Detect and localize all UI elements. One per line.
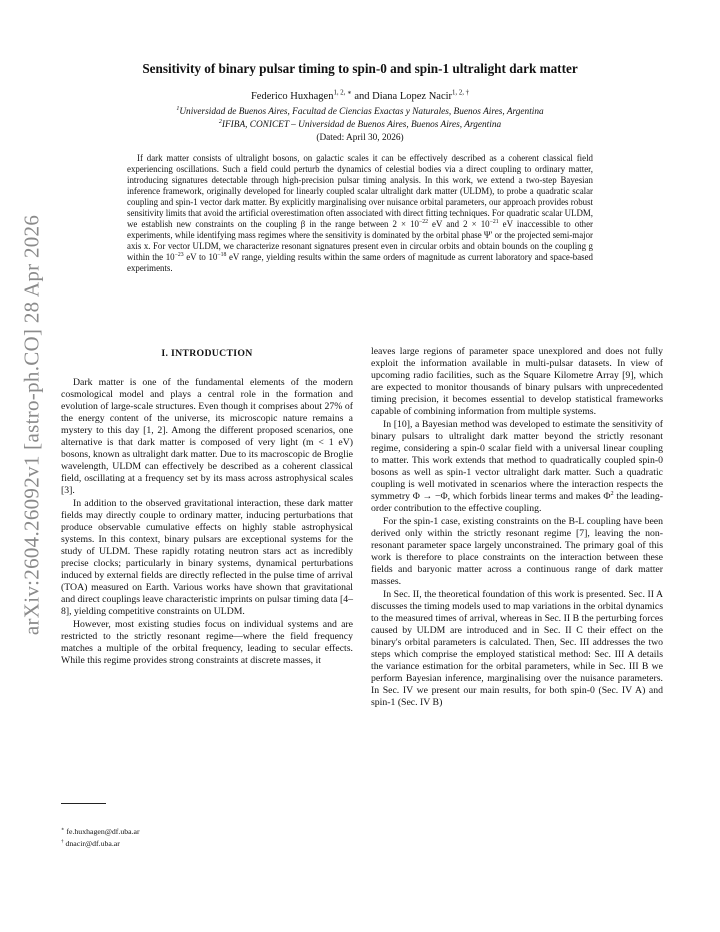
footnote-2: [61, 839, 120, 848]
paragraph: [371, 419, 663, 515]
paragraph: leaves large regions of parameter space unexplored and does not fully exploit the information available in multi-pulsar datasets. In view of upcoming radio facilities, such as the Square Kilometre Array [9], which are expected to monitor thousands of binary pulsars with unprecedented timing precision, it becomes essential to develop statistical frameworks capable of combining information from multiple systems.: [371, 346, 663, 418]
abstract-text: eV inaccessible to other experiments, while identifying mass regimes where the sensitivity is dominated by the orbital phase Ψ′ or the projected semi-major axis x. For vector ULDM, we characterize resonant signatures present even in circular orbits and obtain bounds on the coupling g within the 10: [127, 219, 594, 263]
affiliation-text: Universidad de Buenos Aires, Facultad de Ciencias Exactas y Naturales, Buenos Aires, Argentina: [179, 107, 544, 117]
date-line: (Dated: April 30, 2026): [316, 133, 404, 143]
abstract-text: eV and 2 × 10: [428, 219, 490, 230]
author-affiliation-marks: 1, 2, ∗: [333, 89, 352, 97]
affiliation-1: [60, 107, 660, 117]
affiliation-number: 2: [218, 118, 222, 125]
abstract-text: If dark matter consists of ultralight bosons, on galactic scales it can be effectively described as a coherent classical field experiencing oscillations. Such a field could perturb the dynamics of celestial bodies via a direct coupling to ordinary matter, introducing signatures detectable through high-precision pulsar timing analysis. In this work, we extend a two-step Bayesian inference framework, originally developed for linearly coupled scalar ultralight dark matter (ULDM), to probe a quadratic scalar coupling and spin-1 vector dark matter. By explicitly marginalising over nuisance orbital parameters, our approach provides robust sensitivity limits that avoid the artificial overestimation often associated with direct fitting techniques. For quadratic scalar ULDM, we establish new constraints on the coupling β in the range between 2 × 10: [127, 153, 593, 230]
abstract-text: eV range, yielding results within the same orders of magnitude as current laboratory and space-based experiments.: [127, 252, 593, 274]
exponent: 2: [610, 489, 614, 497]
author-name: Federico Huxhagen: [250, 91, 334, 102]
paragraph-text: the leading-order contribution to the effective coupling.: [371, 491, 663, 515]
affiliation-2: [60, 120, 660, 130]
author-conjunction: and: [351, 91, 373, 102]
footnote-email[interactable]: fe.huxhagen@df.uba.ar: [66, 827, 140, 836]
exponent: −22: [418, 219, 428, 226]
paragraph: Dark matter is one of the fundamental elements of the modern cosmological model and plays a central role in the formation and evolution of large-scale structures. Even though it comprises about 27% of the energy content of the universe, its microscopic nature remains a mystery to this day [1, 2]. Among the different proposed scenarios, one alternative is that dark matter is composed of very light (m < 1 eV) bosons, known as ultralight dark matter. Due to its macroscopic de Broglie wavelength, ULDM can effectively be described as a coherent classical field, oscillating at a frequency set by its mass across astrophysical scales [3].: [61, 377, 353, 497]
footnote-email[interactable]: dnacir@df.uba.ar: [65, 839, 120, 848]
paper-title: Sensitivity of binary pulsar timing to spin-0 and spin-1 ultralight dark matter: [142, 61, 578, 76]
section-heading: I. INTRODUCTION: [161, 348, 253, 359]
author-list: [60, 91, 660, 102]
left-column: [61, 346, 353, 667]
footnote-mark: ∗: [61, 826, 65, 833]
affiliation-text: IFIBA, CONICET – Universidad de Buenos Aires, Buenos Aires, Argentina: [221, 120, 502, 130]
paragraph: In addition to the observed gravitational interaction, these dark matter fields may directly couple to ordinary matter, inducing perturbations that produce observable cumulative effects on highly stable astrophysical systems. In this context, binary pulsars are exceptional systems for the study of ULDM. These rapidly rotating neutron stars act as incredibly precise clocks; particularly in binary systems, dynamical perturbations induced by external fields are directly reflected in the pulse time of arrival (TOA) measured on Earth. Various works have shown that gravitational and direct couplings leave characteristic imprints on pulsar timing data [4–8], yielding competitive constraints on ULDM.: [61, 498, 353, 618]
footnote-1: [61, 827, 140, 836]
affiliation-number: 1: [176, 105, 180, 112]
footnote-rule: [61, 803, 106, 804]
paragraph: In Sec. II, the theoretical foundation of this work is presented. Sec. II A discusses the timing models used to map variations in the orbital dynamics to the measured times of arrival, whereas in Sec. II B the perturbing forces caused by ULDM are introduced and in Sec. II C their effect on the binary's orbital parameters is calculated. Then, Sec. III addresses the two steps which comprise the employed statistical method: Sec. III A details the variance estimation for the orbital parameters, while in Sec. III B we perform Bayesian inference, marginalising over the nuisance parameters. In Sec. IV we present our main results, for both spin-0 (Sec. IV A) and spin-1 (Sec. IV B): [371, 589, 663, 709]
footnote-mark: †: [61, 838, 64, 845]
exponent: −23: [174, 252, 184, 259]
abstract: [127, 153, 593, 274]
exponent: −21: [489, 219, 499, 226]
right-column: [371, 346, 663, 709]
author-affiliation-marks: 1, 2, †: [452, 89, 470, 97]
arxiv-id-text: arXiv:2604.26092v1 [astro-ph.CO] 28 Apr 2026: [19, 214, 44, 636]
paragraph: For the spin-1 case, existing constraints on the B-L coupling have been derived only within the strictly resonant regime [7], leaving the non-resonant parameter space largely unconstrained. The primary goal of this work is therefore to place constraints on the interaction between these fields and baryonic matter across a continuous range of dark matter masses.: [371, 516, 663, 588]
arxiv-identifier: [17, 200, 47, 650]
paragraph: However, most existing studies focus on individual systems and are restricted to the strictly resonant regime—where the field frequency matches a multiple of the orbital frequency, leading to secular effects. While this regime provides strong constraints at discrete masses, it: [61, 619, 353, 667]
paragraph-text: In [10], a Bayesian method was developed to estimate the sensitivity of binary pulsars to ultralight dark matter beyond the strictly resonant regime, considering a spin-0 scalar field with a universal linear coupling to matter. This work extends that method to quadratically coupled spin-0 bosons as well as spin-1 vector ultralight dark matter. Such a quadratic coupling is well motivated in scenarios where the interaction respects the symmetry Φ → −Φ, which forbids linear terms and makes Φ: [371, 419, 663, 503]
abstract-text: eV to 10: [183, 252, 218, 263]
exponent: −18: [217, 252, 227, 259]
author-name: Diana Lopez Nacir: [372, 91, 453, 102]
